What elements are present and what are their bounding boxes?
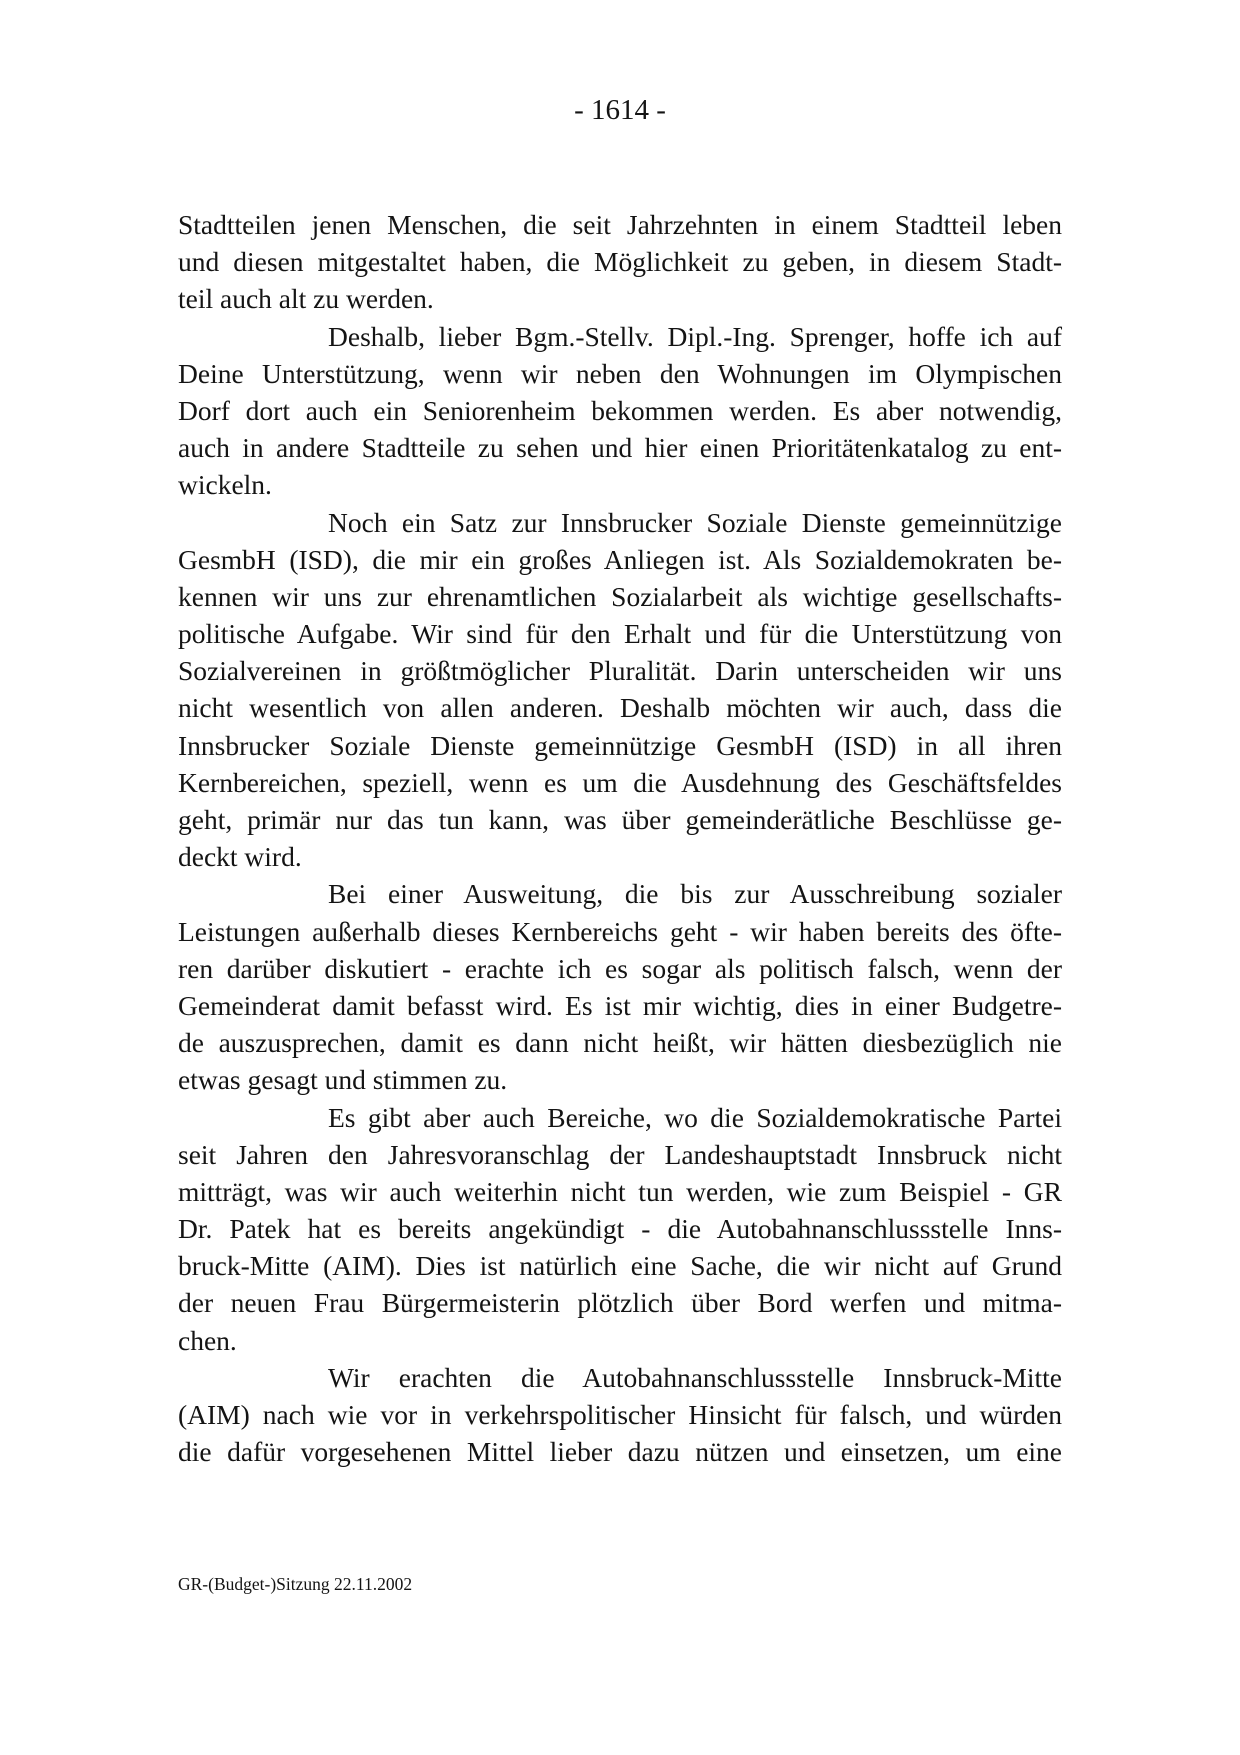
text-line: de auszusprechen, damit es dann nicht heißt, wir hätten diesbezüglich nie	[178, 1027, 1062, 1059]
footer-session-date: GR-(Budget-)Sitzung 22.11.2002	[178, 1574, 413, 1594]
paragraph	[178, 1099, 1062, 1359]
text-line: (AIM) nach wie vor in verkehrspolitischer Hinsicht für falsch, und würden	[178, 1399, 1062, 1430]
text-line: auch in andere Stadtteile zu sehen und hier einen Prioritätenkatalog zu ent-	[178, 432, 1062, 464]
text-line: chen.	[178, 1324, 237, 1356]
text-line: Wir erachten die Autobahnanschlussstelle Innsbruck-Mitte	[328, 1361, 1062, 1393]
text-line: wickeln.	[178, 469, 272, 501]
text-line: politische Aufgabe. Wir sind für den Erhalt und für die Unterstützung von	[178, 618, 1062, 650]
paragraph	[178, 504, 1062, 876]
text-line: Dr. Patek hat es bereits angekündigt - die Autobahnanschlussstelle Inns-	[178, 1213, 1062, 1245]
text-line: etwas gesagt und stimmen zu.	[178, 1064, 508, 1096]
text-line: Dorf dort auch ein Seniorenheim bekommen werden. Es aber notwendig,	[178, 394, 1062, 426]
text-line: bruck-Mitte (AIM). Dies ist natürlich eine Sache, die wir nicht auf Grund	[178, 1250, 1062, 1282]
text-line: nicht wesentlich von allen anderen. Deshalb möchten wir auch, dass die	[178, 692, 1062, 724]
text-line: geht, primär nur das tun kann, was über gemeinderätliche Beschlüsse ge-	[178, 804, 1062, 835]
text-line: Bei einer Ausweitung, die bis zur Ausschreibung sozialer	[328, 878, 1062, 910]
text-line: und diesen mitgestaltet haben, die Möglichkeit zu geben, in diesem Stadt-	[178, 246, 1062, 278]
page-number: - 1614 -	[574, 94, 666, 126]
text-line: Deine Unterstützung, wenn wir neben den Wohnungen im Olympischen	[178, 357, 1062, 389]
body-text	[178, 206, 1062, 1470]
paragraph	[178, 206, 1062, 318]
text-line: die dafür vorgesehenen Mittel lieber dazu nützen und einsetzen, um eine	[178, 1436, 1062, 1468]
text-line: Deshalb, lieber Bgm.-Stellv. Dipl.-Ing. Sprenger, hoffe ich auf	[328, 320, 1062, 352]
text-line: deckt wird.	[178, 841, 302, 873]
text-line: der neuen Frau Bürgermeisterin plötzlich über Bord werfen und mitma-	[178, 1287, 1062, 1319]
text-line: Es gibt aber auch Bereiche, wo die Sozialdemokratische Partei	[328, 1101, 1062, 1133]
text-line: Stadtteilen jenen Menschen, die seit Jahrzehnten in einem Stadtteil leben	[178, 209, 1062, 240]
text-line: Gemeinderat damit befasst wird. Es ist mir wichtig, dies in einer Budgetre-	[178, 989, 1062, 1021]
text-line: kennen wir uns zur ehrenamtlichen Sozialarbeit als wichtige gesellschafts-	[178, 580, 1062, 612]
text-line: mitträgt, was wir auch weiterhin nicht tun werden, wie zum Beispiel - GR	[178, 1175, 1062, 1207]
paragraph	[178, 875, 1062, 1098]
text-line: ren darüber diskutiert - erachte ich es sogar als politisch falsch, wenn der	[178, 952, 1062, 984]
text-line: Kernbereichen, speziell, wenn es um die Ausdehnung des Geschäftsfeldes	[178, 766, 1062, 798]
text-line: GesmbH (ISD), die mir ein großes Anliegen ist. Als Sozialdemokraten be-	[178, 543, 1062, 575]
text-line: Leistungen außerhalb dieses Kernbereichs geht - wir haben bereits des öfte-	[178, 915, 1062, 947]
text-line: seit Jahren den Jahresvoranschlag der Landeshauptstadt Innsbruck nicht	[178, 1138, 1062, 1170]
paragraph	[178, 1359, 1062, 1471]
text-line: teil auch alt zu werden.	[178, 283, 434, 315]
text-line: Sozialvereinen in größtmöglicher Pluralität. Darin unterscheiden wir uns	[178, 655, 1062, 687]
paragraph	[178, 318, 1062, 504]
text-line: Noch ein Satz zur Innsbrucker Soziale Dienste gemeinnützige	[328, 506, 1062, 538]
text-line: Innsbrucker Soziale Dienste gemeinnützige GesmbH (ISD) in all ihren	[178, 729, 1062, 761]
